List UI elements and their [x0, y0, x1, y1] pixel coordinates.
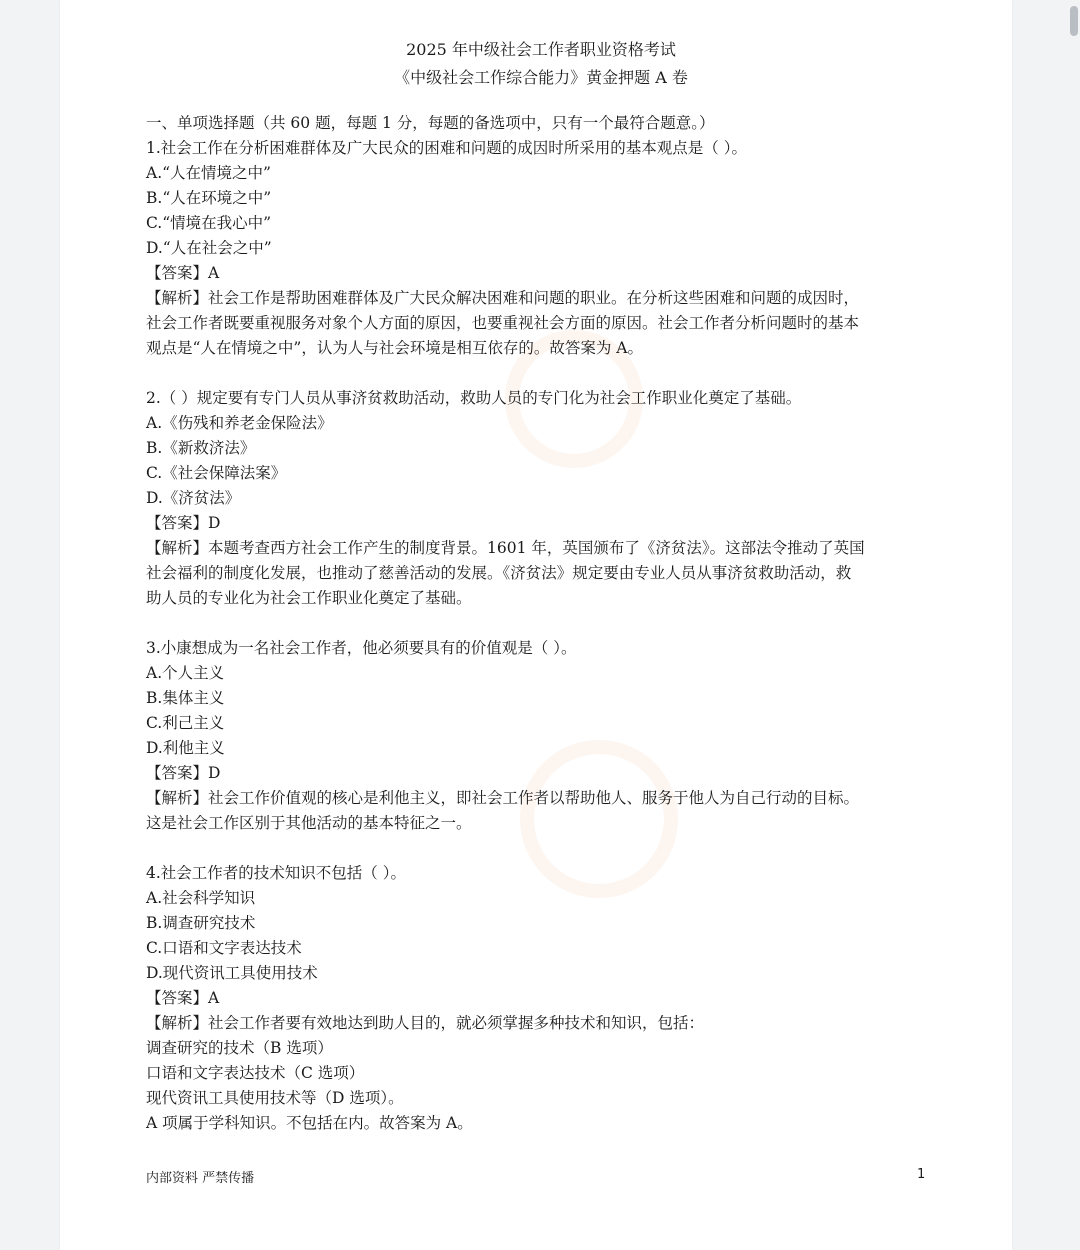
explanation-line: 社会工作者既要重视服务对象个人方面的原因，也要重视社会方面的原因。社会工作者分析问题时的基本 [146, 314, 860, 332]
explanation-line: 助人员的专业化为社会工作职业化奠定了基础。 [146, 589, 472, 607]
answer: 【答案】D [146, 764, 221, 782]
option: C.“情境在我心中” [146, 214, 272, 232]
option: C.《社会保障法案》 [146, 464, 287, 482]
explanation-line: 【解析】社会工作者要有效地达到助人目的，就必须掌握多种技术和知识，包括： [146, 1014, 705, 1032]
explanation-line: 观点是“人在情境之中”，认为人与社会环境是相互依存的。故答案为 A。 [146, 339, 643, 357]
question-stem: 2.（ ）规定要有专门人员从事济贫救助活动，救助人员的专门化为社会工作职业化奠定了基础。 [146, 389, 802, 407]
section-heading: 一、单项选择题（共 60 题，每题 1 分，每题的备选项中，只有一个最符合题意。） [146, 114, 715, 132]
answer: 【答案】D [146, 514, 221, 532]
spacer [146, 836, 936, 861]
answer: 【答案】A [146, 989, 220, 1007]
option: A.“人在情境之中” [146, 164, 271, 182]
option: D.“人在社会之中” [146, 239, 272, 257]
option: D.利他主义 [146, 739, 225, 757]
explanation-line: 【解析】社会工作价值观的核心是利他主义，即社会工作者以帮助他人、服务于他人为自己行动的目标。 [146, 789, 860, 807]
page-number: 1 [917, 1167, 926, 1182]
question-stem: 4.社会工作者的技术知识不包括（ ）。 [146, 864, 406, 882]
spacer [146, 361, 936, 386]
explanation-line: 社会福利的制度化发展，也推动了慈善活动的发展。《济贫法》规定要由专业人员从事济贫救助活动，救 [146, 564, 852, 582]
question-4 [146, 861, 936, 1136]
option: A.个人主义 [146, 664, 225, 682]
explanation-line: A 项属于学科知识。不包括在内。故答案为 A。 [146, 1114, 473, 1132]
explanation-line: 【解析】本题考查西方社会工作产生的制度背景。1601 年，英国颁布了《济贫法》。这部法令推动了英国 [146, 539, 865, 557]
question-2 [146, 386, 936, 611]
option: B.“人在环境之中” [146, 189, 272, 207]
question-1 [146, 136, 936, 361]
title-line-2: 《中级社会工作综合能力》黄金押题 A 卷 [394, 68, 688, 87]
explanation-line: 现代资讯工具使用技术等（D 选项）。 [146, 1089, 404, 1107]
option: B.调查研究技术 [146, 914, 256, 932]
option: B.《新救济法》 [146, 439, 256, 457]
question-3 [146, 636, 936, 836]
document-body [146, 36, 936, 1136]
explanation-line: 这是社会工作区别于其他活动的基本特征之一。 [146, 814, 472, 832]
option: D.《济贫法》 [146, 489, 241, 507]
footer-notice: 内部资料 严禁传播 [146, 1171, 255, 1186]
scrollbar-thumb[interactable] [1070, 6, 1078, 36]
option: C.口语和文字表达技术 [146, 939, 302, 957]
option: B.集体主义 [146, 689, 225, 707]
document-page [60, 0, 1012, 1250]
option: C.利己主义 [146, 714, 225, 732]
spacer [146, 611, 936, 636]
explanation-line: 【解析】社会工作是帮助困难群体及广大民众解决困难和问题的职业。在分析这些困难和问题的成因时， [146, 289, 860, 307]
answer: 【答案】A [146, 264, 220, 282]
document-title [146, 36, 936, 92]
explanation-line: 口语和文字表达技术（C 选项） [146, 1064, 365, 1082]
option: D.现代资讯工具使用技术 [146, 964, 318, 982]
title-line-1: 2025 年中级社会工作者职业资格考试 [406, 40, 676, 59]
question-stem: 1.社会工作在分析困难群体及广大民众的困难和问题的成因时所采用的基本观点是（ ）。 [146, 139, 747, 157]
question-stem: 3.小康想成为一名社会工作者，他必须要具有的价值观是（ ）。 [146, 639, 577, 657]
option: A.社会科学知识 [146, 889, 256, 907]
explanation-line: 调查研究的技术（B 选项） [146, 1039, 333, 1057]
option: A.《伤残和养老金保险法》 [146, 414, 333, 432]
